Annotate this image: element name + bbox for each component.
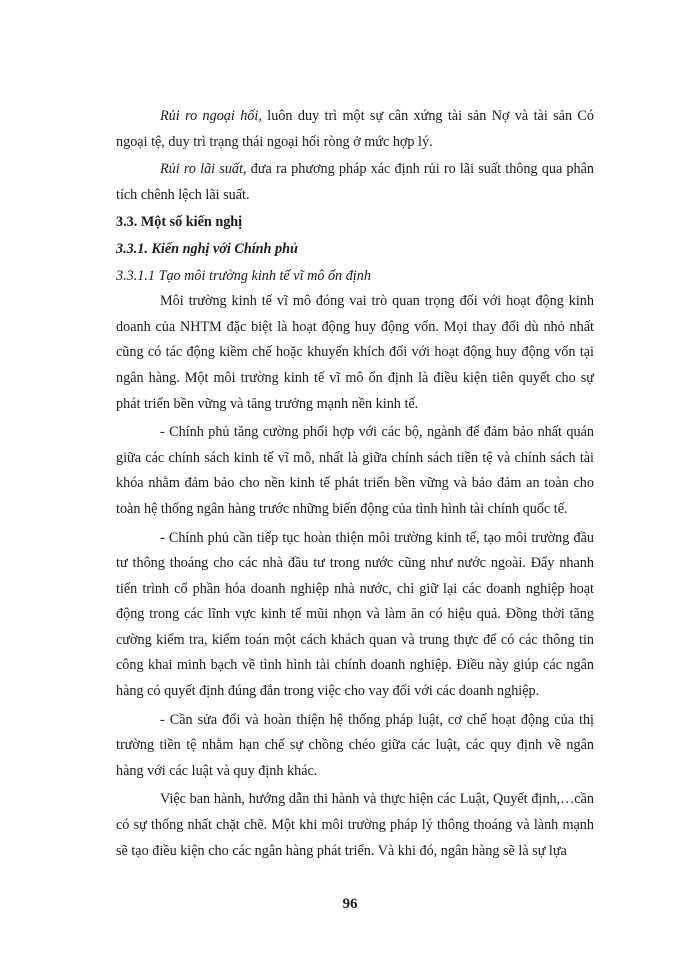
body-paragraph: - Cần sửa đổi và hoàn thiện hệ thống pháp luật, cơ chế hoạt động của thị trường tiền tệ nhằm hạn chế sự chồng chéo giữa các luật, các quy định về ngân hàng với các luật và quy định khác. [116,711,594,779]
section-heading: 3.3. Một số kiến nghị [116,214,243,231]
term-interest-risk: Rủi ro lãi suất, [160,161,247,178]
term-forex-risk: Rủi ro ngoại hối, [160,108,262,124]
subsubsection-heading: 3.3.1.1 Tạo môi trường kinh tế vĩ mô ổn định [116,267,371,284]
paragraph-text: đưa ra phương pháp xác định rủi ro lãi suất thông qua phân tích chênh lệch lãi suất. [116,161,595,203]
paragraph-forex-risk [116,104,594,155]
body-paragraph: Môi trường kinh tế vĩ mô đóng vai trò quan trọng đối với hoạt động kinh doanh của NHTM đặc biệt là hoạt động huy động vốn. Mọi thay đổi dù nhỏ nhất cũng có tác động kiềm chế hoặc khuyến khích đối với hoạt động huy động vốn tại ngân hàng. Một môi trường kinh tế vĩ mô ổn định là điều kiện tiên quyết cho sự phát triển bền vững và tăng trưởng mạnh nền kinh tế. [116,293,594,412]
body-paragraph: - Chính phủ cần tiếp tục hoàn thiện môi trường kinh tế, tạo môi trường đầu tư thông thoáng cho các nhà đầu tư trong nước cũng như nước ngoài. Đẩy nhanh tiến trình cổ phần hóa doanh nghiệp nhà nước, chỉ giữ lại các doanh nghiệp hoạt động trong các lĩnh vực kinh tế mũi nhọn và làm ăn có hiệu quả. Đồng thời tăng cường kiểm tra, kiểm toán một cách khách quan và trung thực để có các thông tin công khai minh bạch về tình hình tài chính doanh nghiệp. Điều này giúp các ngân hàng có quyết định đúng đắn trong việc cho vay đối với các doanh nghiệp. [116,529,594,700]
document-body [116,104,594,867]
paragraph-interest-risk [116,157,594,208]
page-number: 96 [342,896,358,912]
subsection-heading: 3.3.1. Kiến nghị với Chính phủ [116,240,298,257]
body-paragraph: Việc ban hành, hướng dẫn thi hành và thực hiện các Luật, Quyết định,…cần có sự thống nhất chặt chẽ. Một khi môi trường pháp lý thông thoáng và lành mạnh sẽ tạo điều kiện cho các ngân hàng phát triển. Và khi đó, ngân hàng sẽ là sự lựa [116,791,594,859]
body-paragraph: - Chính phủ tăng cường phối hợp với các bộ, ngành để đảm bảo nhất quán giữa các chính sách kinh tế vĩ mô, nhất là giữa chính sách tiền tệ và chính sách tài khóa nhằm đảm bảo cho nền kinh tế phát triển bền vững và bảo đảm an toàn cho toàn hệ thống ngân hàng trước những biến động của tình hình tài chính quốc tế. [116,424,594,517]
paragraph-text: luôn duy trì một sự cân xứng tài sản Nợ và tài sản Có ngoại tệ, duy trì trạng thái ngoại hối ròng ở mức hợp lý. [116,108,594,150]
